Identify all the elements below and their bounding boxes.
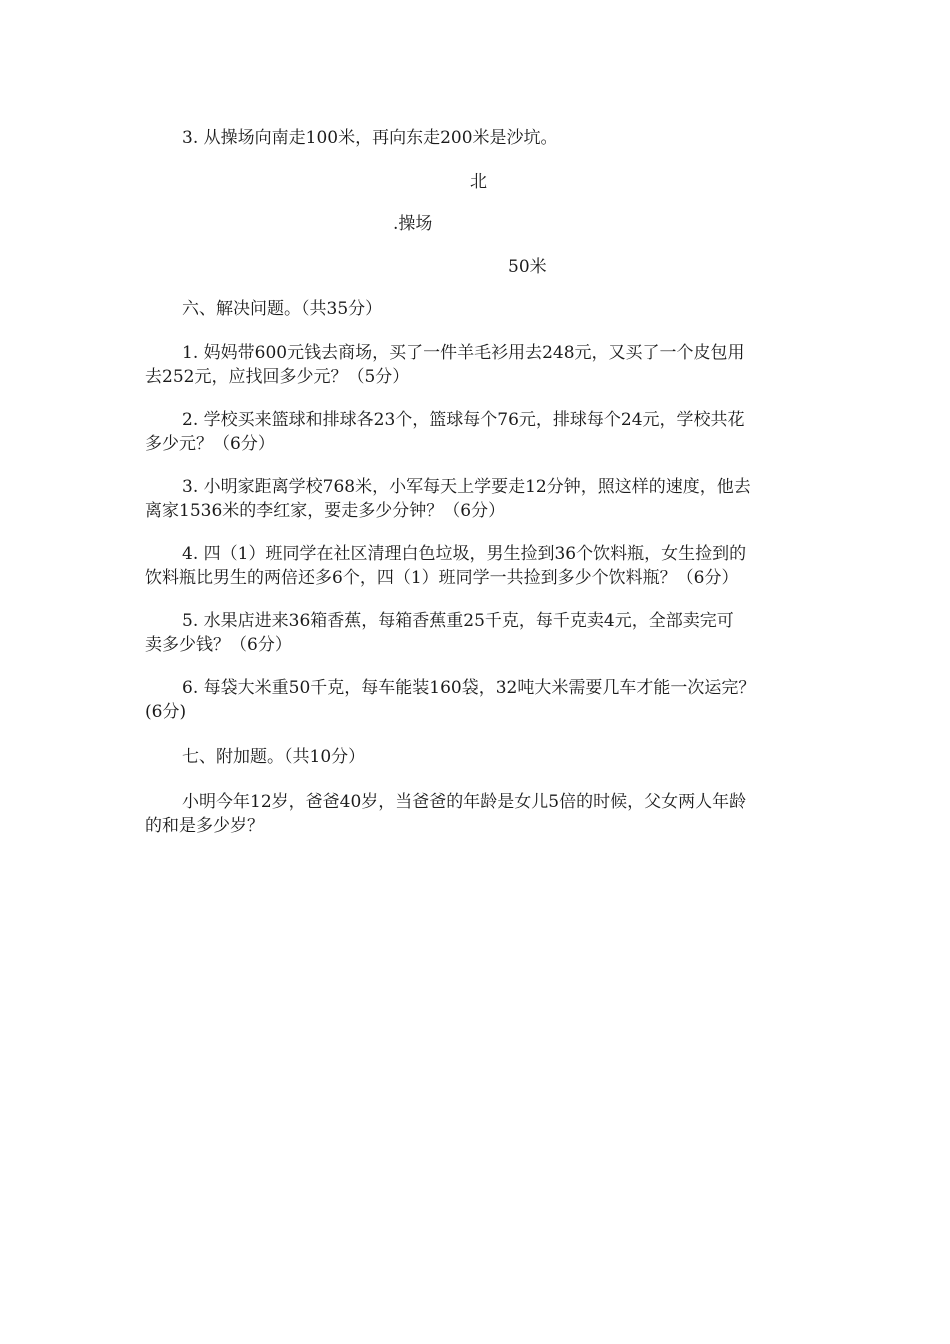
problem-1-line2: 去252元，应找回多少元？（5分） (145, 367, 410, 387)
problem-2-line2: 多少元？（6分） (145, 434, 275, 454)
scale-label: 50米 (508, 257, 547, 277)
problem-2-line1: 2. 学校买来篮球和排球各23个，篮球每个76元，排球每个24元，学校共花 (182, 410, 745, 430)
problem-4-line1: 4. 四（1）班同学在社区清理白色垃圾，男生捡到36个饮料瓶，女生捡到的 (182, 544, 747, 564)
problem-1-line1: 1. 妈妈带600元钱去商场，买了一件羊毛衫用去248元，又买了一个皮包用 (182, 343, 745, 363)
bonus-problem-line2: 的和是多少岁？ (145, 816, 264, 836)
problem-6-line1: 6. 每袋大米重50千克，每车能装160袋，32吨大米需要几车才能一次运完？ (182, 678, 756, 698)
problem-5-line2: 卖多少钱？（6分） (145, 635, 292, 655)
problem-5-line1: 5. 水果店进来36箱香蕉，每箱香蕉重25千克，每千克卖4元，全部卖完可 (182, 611, 734, 631)
origin-label-playground: .操场 (393, 214, 433, 234)
section7-heading: 七、附加题。（共10分） (182, 747, 366, 767)
north-label: 北 (470, 172, 487, 192)
problem-4-line2: 饮料瓶比男生的两倍还多6个，四（1）班同学一共捡到多少个饮料瓶？（6分） (145, 568, 739, 588)
bonus-problem-line1: 小明今年12岁，爸爸40岁，当爸爸的年龄是女儿5倍的时候，父女两人年龄 (182, 792, 747, 812)
problem-3-line1: 3. 小明家距离学校768米，小军每天上学要走12分钟，照这样的速度，他去 (182, 477, 751, 497)
section6-heading: 六、解决问题。（共35分） (182, 299, 383, 319)
problem-3-line2: 离家1536米的李红家，要走多少分钟？（6分） (145, 501, 506, 521)
map-question-text: 3. 从操场向南走100米，再向东走200米是沙坑。 (182, 128, 558, 148)
problem-6-line2: (6分) (145, 702, 187, 722)
